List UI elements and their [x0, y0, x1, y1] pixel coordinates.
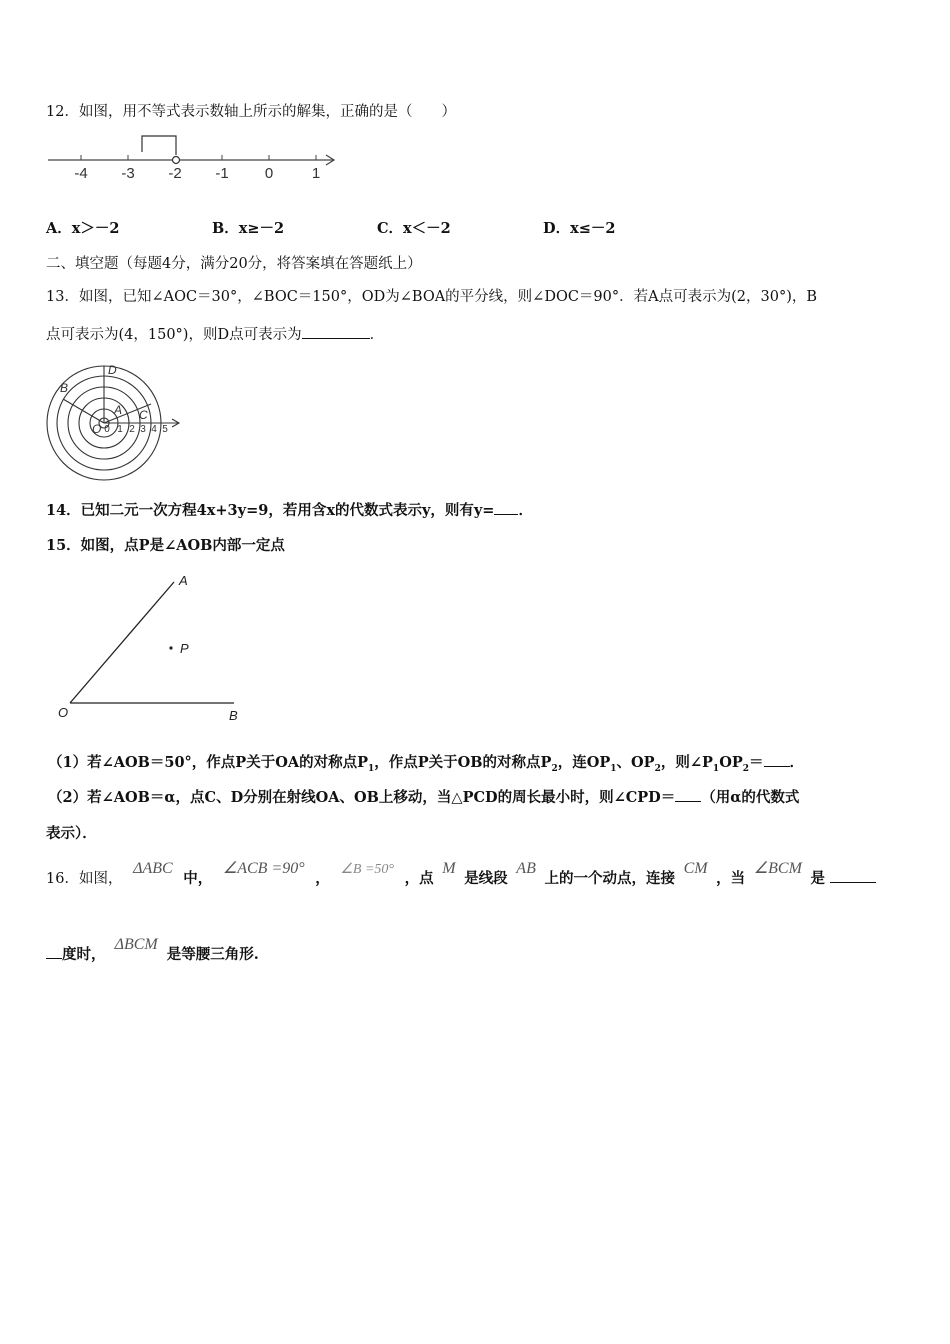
- ring-number: 1: [117, 424, 123, 435]
- label-B: B: [229, 708, 238, 723]
- q12-option-a[interactable]: A．x＞－2: [46, 220, 120, 237]
- answer-blank[interactable]: [675, 787, 701, 802]
- q14: 14．已知二元一次方程4x+3y=9，若用含x的代数式表示y，则有y= ．: [46, 502, 533, 519]
- q15-part2: （2）若∠AOB＝α，点C、D分别在射线OA、OB上移动，当△PCD的周长最小时，则∠CPD＝ （用α的代数式: [48, 789, 800, 806]
- number-line-figure: [44, 128, 344, 184]
- q16-line2: 度时， ΔBCM 是等腰三角形.: [46, 944, 259, 965]
- q12-option-b[interactable]: B．x≥－2: [212, 220, 285, 237]
- section-heading: 二、填空题（每题4分，满分20分，将答案填在答题纸上）: [46, 256, 422, 272]
- label-B: B: [60, 381, 69, 395]
- label-D: D: [108, 363, 117, 377]
- tick-label: 0: [264, 165, 274, 182]
- q16-line1: 16．如图， ΔABC 中， ∠ACB =90° ， ∠B =50° ，点 M 是线段 AB 上的一个动点，连接 CM ，当 ∠BCM 是: [46, 868, 876, 890]
- label-O: O: [92, 422, 102, 436]
- q12-stem: 12．如图，用不等式表示数轴上所示的解集，正确的是（ ）: [46, 104, 456, 120]
- label-A: A: [179, 573, 188, 588]
- tick-label: -3: [121, 165, 135, 182]
- ring-number: 5: [162, 424, 168, 435]
- answer-blank[interactable]: [764, 752, 790, 767]
- ring-number: 2: [129, 424, 135, 435]
- tick-label: -1: [215, 165, 229, 182]
- answer-blank[interactable]: [494, 500, 518, 515]
- q15-part2-line2: 表示）．: [46, 825, 97, 842]
- label-C: C: [139, 408, 148, 422]
- solution-set-bracket: [142, 136, 176, 155]
- polar-rings-figure: [42, 362, 182, 482]
- q13-line1: 13．如图，已知∠AOC＝30°，∠BOC＝150°，OD为∠BOA的平分线，则∠DOC＝90°．若A点可表示为(2，30°)，B: [46, 289, 818, 305]
- tick-label: -4: [74, 165, 88, 182]
- math-expression: ∠B =50°: [340, 862, 395, 877]
- ray-OA: [70, 582, 174, 703]
- answer-blank[interactable]: [46, 944, 62, 959]
- label-O: O: [58, 705, 69, 720]
- answer-blank[interactable]: [830, 868, 876, 883]
- math-expression: CM: [683, 860, 708, 877]
- q15-stem: 15．如图，点P是∠AOB内部一定点: [46, 537, 285, 554]
- tick-label: 1: [311, 165, 321, 182]
- q12-option-c[interactable]: C．x＜－2: [377, 220, 451, 237]
- label-P: P: [180, 641, 189, 656]
- label-A: A: [114, 403, 123, 417]
- q13-line2: 点可表示为(4，150°)，则D点可表示为 ．: [46, 324, 384, 345]
- point-P: [169, 646, 172, 649]
- ring-number: 4: [151, 424, 157, 435]
- math-expression: ΔBCM: [114, 936, 158, 953]
- ring-number: 0: [104, 424, 110, 435]
- q15-part1: （1）若∠AOB＝50°，作点P关于OA的对称点$P_1$，作点P关于OB的对称点$P_2$，连$OP_1$、$OP_2$，则$\angle P_1OP_2=$ ．: [48, 754, 804, 774]
- math-expression: ∠ACB =90°: [222, 860, 305, 877]
- ring-number: 3: [140, 424, 146, 435]
- math-expression: M: [442, 860, 456, 877]
- math-expression: ∠BCM: [753, 860, 802, 877]
- angle-AOB-figure: [54, 568, 254, 728]
- open-endpoint: [173, 157, 180, 164]
- answer-blank[interactable]: [302, 324, 370, 339]
- math-expression: ΔABC: [133, 860, 173, 877]
- q12-option-d[interactable]: D．x≤－2: [543, 220, 616, 237]
- math-expression: AB: [516, 860, 536, 877]
- tick-label: -2: [168, 165, 182, 182]
